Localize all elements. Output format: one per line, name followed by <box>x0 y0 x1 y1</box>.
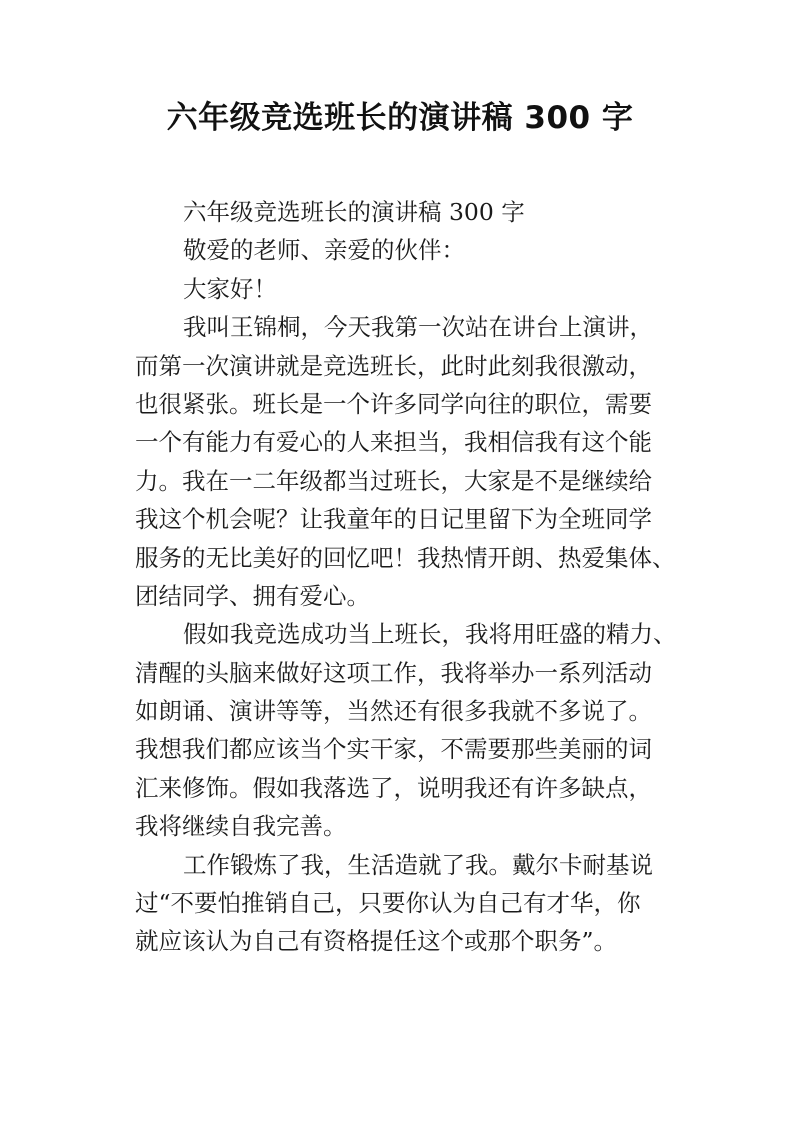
text-line: 就应该认为自己有资格提任这个或那个职务”。 <box>135 927 618 956</box>
text-line: 大家好！ <box>183 274 277 303</box>
text-line: 力。我在一二年级都当过班长，大家是不是继续给 <box>135 466 652 495</box>
text-line: 服务的无比美好的回忆吧！我热情开朗、热爱集体、 <box>135 543 676 572</box>
text-line: 过“不要怕推销自己，只要你认为自己有才华，你 <box>135 889 641 918</box>
text-line: 六年级竞选班长的演讲稿 300 字 <box>183 198 525 226</box>
text-line: 而第一次演讲就是竞选班长，此时此刻我很激动， <box>135 351 652 380</box>
text-line: 假如我竞选成功当上班长，我将用旺盛的精力、 <box>183 620 677 649</box>
text-line: 敬爱的老师、亲爱的伙伴： <box>183 236 465 265</box>
text-line: 汇来修饰。假如我落选了，说明我还有许多缺点， <box>135 773 652 802</box>
text-line: 如朗诵、演讲等等，当然还有很多我就不多说了。 <box>135 697 652 726</box>
text-line: 我想我们都应该当个实干家，不需要那些美丽的词 <box>135 735 652 764</box>
text-line: 我叫王锦桐，今天我第一次站在讲台上演讲， <box>183 313 653 342</box>
text-line: 也很紧张。班长是一个许多同学向往的职位，需要 <box>135 389 652 418</box>
text-line: 一个有能力有爱心的人来担当，我相信我有这个能 <box>135 428 652 457</box>
text-line: 团结同学、拥有爱心。 <box>135 581 370 610</box>
text-line: 清醒的头脑来做好这项工作，我将举办一系列活动 <box>135 658 652 687</box>
text-line: 工作锻炼了我，生活造就了我。戴尔卡耐基说 <box>183 850 653 879</box>
text-line: 我将继续自我完善。 <box>135 812 347 841</box>
speech-body <box>135 193 675 961</box>
page-title: 六年级竞选班长的演讲稿 300 字 <box>166 100 634 136</box>
text-line: 我这个机会呢？让我童年的日记里留下为全班同学 <box>135 505 652 534</box>
